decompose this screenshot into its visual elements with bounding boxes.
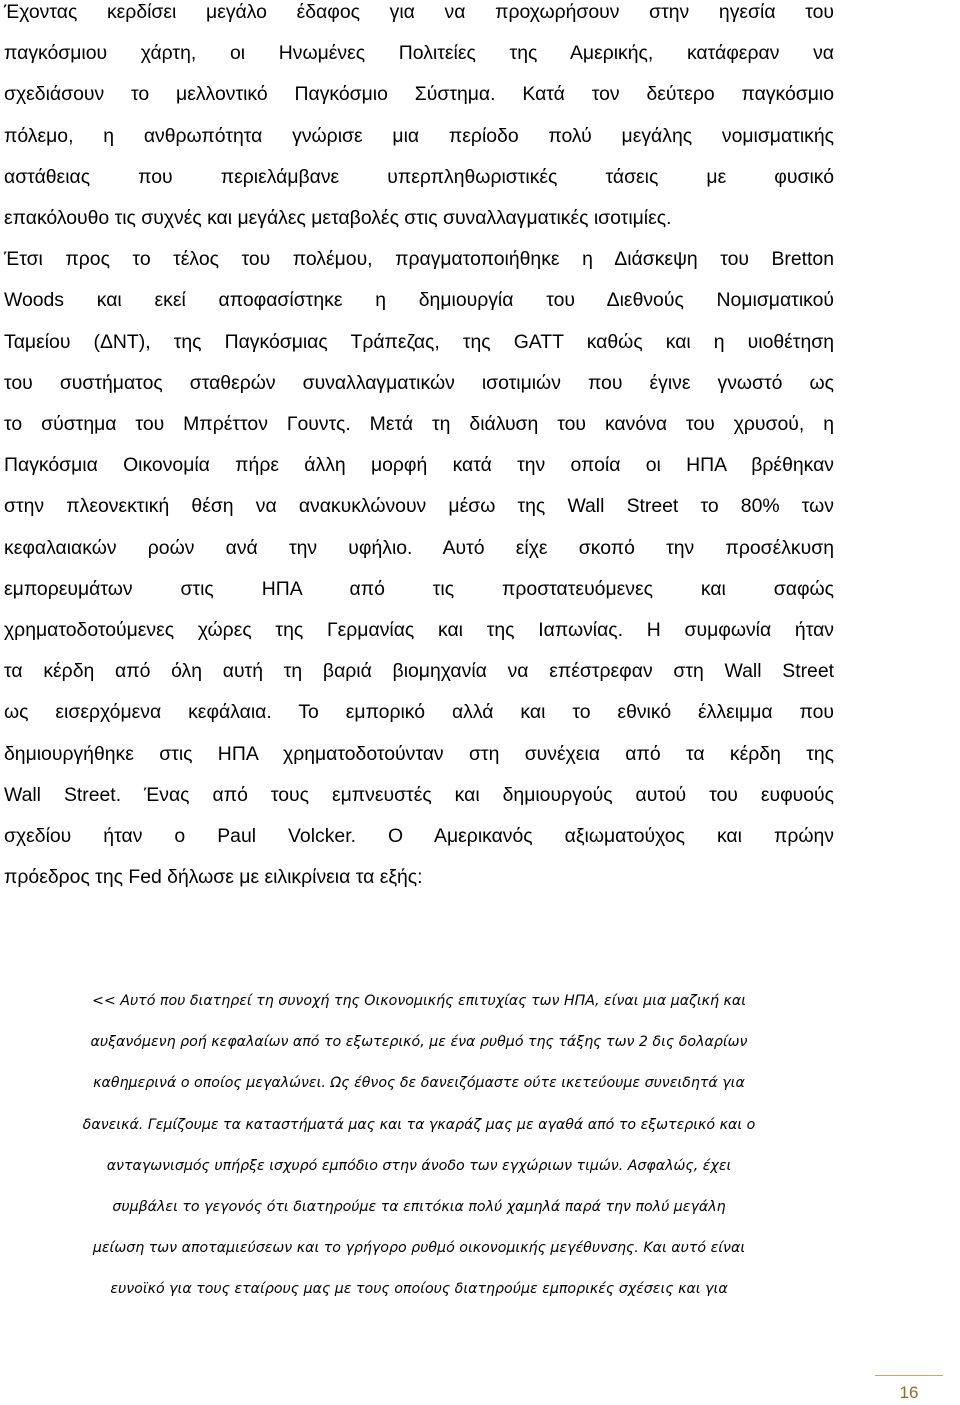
quote-line: μείωση των αποταμιεύσεων και το γρήγορο ρυθμό οικονομικής μεγέθυνσης. Και αυτό είναι bbox=[92, 1240, 746, 1257]
body-line: Έτσι προς το τέλος του πολέμου, πραγματοποιήθηκε η Διάσκεψη του Bretton bbox=[4, 248, 834, 271]
quote-line: ανταγωνισμός υπήρξε ισχυρό εμπόδιο στην άνοδο των εγχώριων τιμών. Ασφαλώς, έχει bbox=[106, 1157, 732, 1174]
body-line: δημιουργήθηκε στις ΗΠΑ χρηματοδοτούνταν στη συνέχεια από τα κέρδη της bbox=[4, 742, 834, 765]
page-number: 16 bbox=[899, 1383, 919, 1402]
body-line: Παγκόσμια Οικονομία πήρε άλλη μορφή κατά την οποία οι ΗΠΑ βρέθηκαν bbox=[4, 454, 834, 477]
quote-line: αυξανόμενη ροή κεφαλαίων από το εξωτερικό, με ένα ρυθμό της τάξης των 2 δις δολαρίων bbox=[90, 1034, 748, 1051]
body-line: κεφαλαιακών ροών ανά την υφήλιο. Αυτό είχε σκοπό την προσέλκυση bbox=[4, 536, 834, 559]
quote-line: ευνοϊκό για τους εταίρους μας με τους οποίους διατηρούμε εμπορικές σχέσεις και για bbox=[110, 1281, 728, 1298]
body-line: Wall Street. Ένας από τους εμπνευστές και δημιουργούς αυτού του ευφυούς bbox=[4, 783, 834, 806]
body-line: εμπορευμάτων στις ΗΠΑ από τις προστατευόμενες και σαφώς bbox=[4, 577, 834, 600]
body-line: σχεδιάσουν το μελλοντικό Παγκόσμιο Σύστημα. Κατά τον δεύτερο παγκόσμιο bbox=[4, 83, 834, 106]
quote-line: δανεικά. Γεμίζουμε τα καταστήματά μας και τα γκαράζ μας με αγαθά από το εξωτερικό και ο bbox=[82, 1116, 756, 1133]
body-line: Woods και εκεί αποφασίστηκε η δημιουργία του Διεθνούς Νομισματικού bbox=[4, 289, 834, 312]
page-number-rule bbox=[875, 1375, 943, 1376]
body-line: επακόλουθο τις συχνές και μεγάλες μεταβολές στις συναλλαγματικές ισοτιμίες. bbox=[4, 207, 672, 229]
body-line: ως εισερχόμενα κεφάλαια. Το εμπορικό αλλά και το εθνικό έλλειμμα που bbox=[4, 701, 834, 724]
quote-line: καθημερινά ο οποίος μεγαλώνει. Ως έθνος δε δανειζόμαστε ούτε ικετεύουμε συνειδητά για bbox=[93, 1075, 745, 1092]
body-line: στην πλεονεκτική θέση να ανακυκλώνουν μέσω της Wall Street το 80% των bbox=[4, 495, 834, 518]
body-line: Ταμείου (ΔΝΤ), της Παγκόσμιας Τράπεζας, της GATT καθώς και η υιοθέτηση bbox=[4, 330, 834, 353]
body-line: παγκόσμιου χάρτη, οι Ηνωμένες Πολιτείες της Αμερικής, κατάφεραν να bbox=[4, 42, 834, 65]
body-line: χρηματοδοτούμενες χώρες της Γερμανίας και της Ιαπωνίας. Η συμφωνία ήταν bbox=[4, 619, 834, 641]
body-line: πρόεδρος της Fed δήλωσε με ειλικρίνεια τα εξής: bbox=[4, 866, 423, 889]
body-line: πόλεμο, η ανθρωπότητα γνώρισε μια περίοδο πολύ μεγάλης νομισματικής bbox=[4, 124, 834, 147]
quote-line: << Αυτό που διατηρεί τη συνοχή της Οικονομικής επιτυχίας των ΗΠΑ, είναι μια μαζική και bbox=[91, 993, 747, 1009]
body-line: αστάθειας που περιελάμβανε υπερπληθωριστικές τάσεις με φυσικό bbox=[4, 165, 834, 188]
body-line: το σύστημα του Μπρέττον Γουντς. Μετά τη διάλυση του κανόνα του χρυσού, η bbox=[4, 413, 834, 435]
quote-line: συμβάλει το γεγονός ότι διατηρούμε τα επιτόκια πολύ χαμηλά παρά την πολύ μεγάλη bbox=[112, 1199, 726, 1215]
body-line: Έχοντας κερδίσει μεγάλο έδαφος για να προχωρήσουν στην ηγεσία του bbox=[4, 1, 834, 23]
body-line: τα κέρδη από όλη αυτή τη βαριά βιομηχανία να επέστρεφαν στη Wall Street bbox=[4, 660, 834, 683]
body-line: του συστήματος σταθερών συναλλαγματικών ισοτιμιών που έγινε γνωστό ως bbox=[4, 371, 834, 394]
body-line: σχεδίου ήταν ο Paul Volcker. Ο Αμερικανός αξιωματούχος και πρώην bbox=[4, 825, 834, 847]
